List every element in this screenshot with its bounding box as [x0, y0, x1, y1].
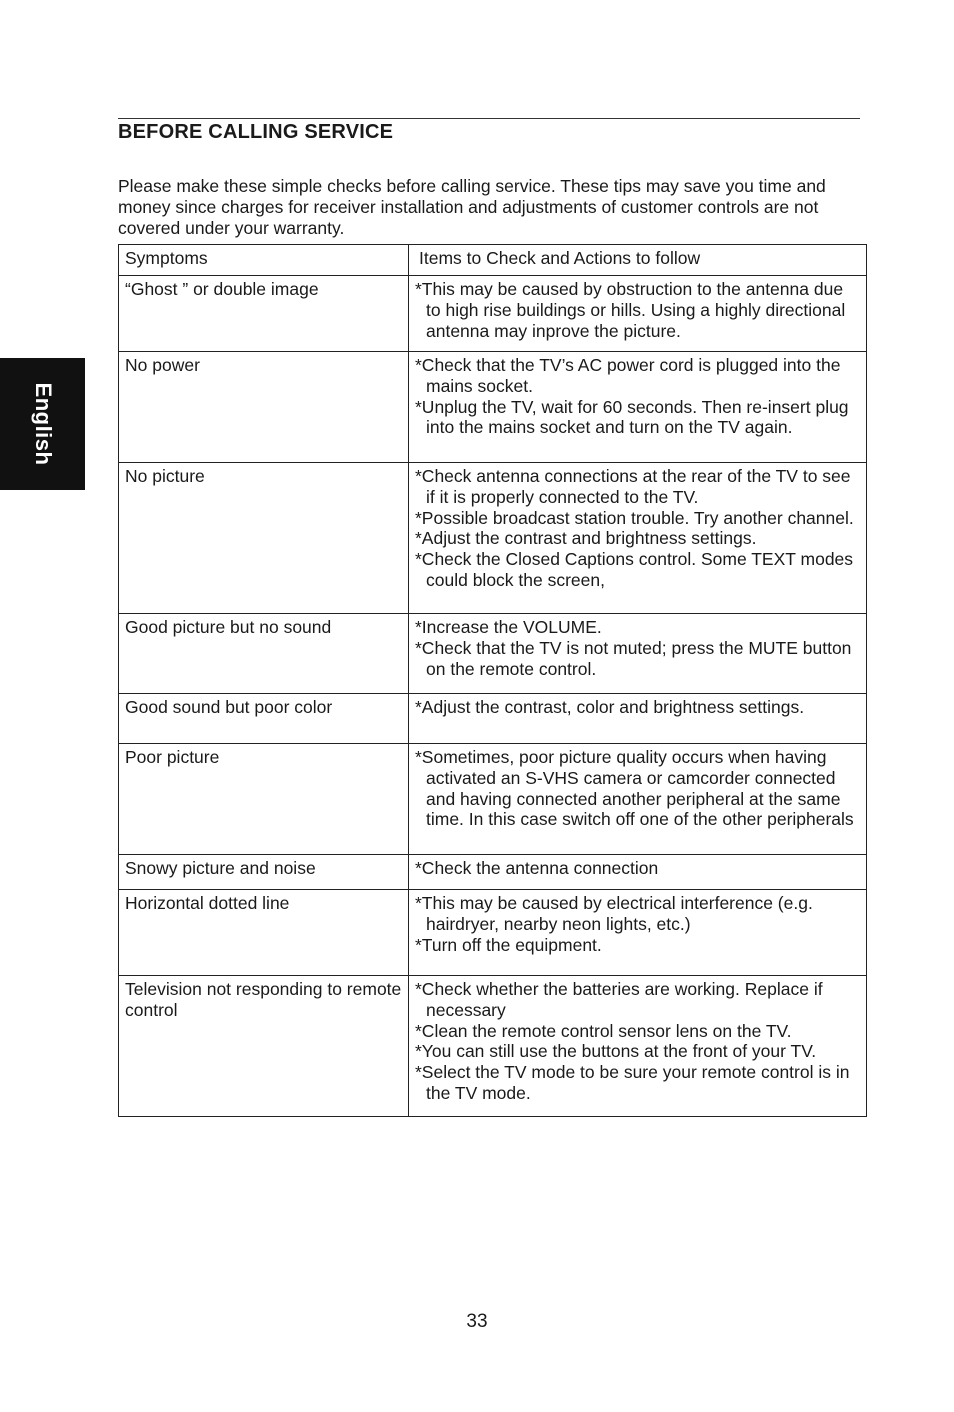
- intro-paragraph: Please make these simple checks before calling service. These tips may save you time and money since charges for receiver installation and adjustments of customer controls are not covered under your warranty.: [118, 176, 826, 238]
- symptom-cell: No power: [119, 352, 409, 463]
- actions-cell: [409, 976, 867, 1117]
- header-rule: [118, 118, 860, 119]
- table-row: [119, 694, 867, 744]
- page-number: 33: [466, 1311, 488, 1332]
- page-title: BEFORE CALLING SERVICE: [118, 121, 394, 143]
- symptom-cell: Snowy picture and noise: [119, 855, 409, 890]
- table-row: [119, 463, 867, 614]
- action-item: *Possible broadcast station trouble. Try another channel.: [415, 507, 854, 528]
- troubleshooting-table: [118, 244, 867, 1117]
- action-item: *You can still use the buttons at the front of your TV.: [415, 1041, 817, 1062]
- actions-cell: [409, 614, 867, 694]
- table-row: [119, 744, 867, 855]
- action-item: *Adjust the contrast, color and brightness settings.: [415, 697, 805, 717]
- actions-cell: [409, 744, 867, 855]
- action-item: *Clean the remote control sensor lens on the TV.: [415, 1020, 792, 1041]
- actions-cell: [409, 463, 867, 614]
- action-item: *Check antenna connections at the rear of the TV to see if it is properly connected to the TV.: [415, 466, 851, 507]
- symptom-cell: “Ghost ” or double image: [119, 276, 409, 352]
- column-header-actions: Items to Check and Actions to follow: [409, 245, 867, 276]
- table-row: [119, 276, 867, 352]
- action-item: *Sometimes, poor picture quality occurs when having activated an S-VHS camera or camcorder connected and having connected another peripheral at the same time. In this case switch off one of the other peripherals: [415, 747, 854, 830]
- action-item: *Check the Closed Captions control. Some TEXT modes could block the screen,: [415, 549, 854, 590]
- action-item: *Check whether the batteries are working. Replace if necessary: [415, 979, 823, 1020]
- actions-cell: [409, 276, 867, 352]
- action-item: *Turn off the equipment.: [415, 934, 602, 955]
- action-item: *Adjust the contrast and brightness settings.: [415, 528, 757, 549]
- actions-cell: [409, 352, 867, 463]
- language-tab: [0, 358, 85, 490]
- table-row: [119, 614, 867, 694]
- symptom-cell: Good sound but poor color: [119, 694, 409, 744]
- action-item: *Check that the TV’s AC power cord is plugged into the mains socket.: [415, 355, 841, 396]
- action-item: *This may be caused by electrical interference (e.g. hairdryer, nearby neon lights, etc.): [415, 893, 813, 934]
- symptom-cell: Poor picture: [119, 744, 409, 855]
- action-item: *Check that the TV is not muted; press the MUTE button on the remote control.: [415, 637, 852, 679]
- table-body: [119, 276, 867, 1117]
- symptom-cell: Horizontal dotted line: [119, 890, 409, 976]
- action-item: *Unplug the TV, wait for 60 seconds. Then re-insert plug into the mains socket and turn on the TV again.: [415, 396, 849, 438]
- symptom-cell: Television not responding to remote control: [119, 976, 409, 1117]
- action-item: *Select the TV mode to be sure your remote control is in the TV mode.: [415, 1062, 850, 1103]
- table-row: [119, 352, 867, 463]
- action-item: *Check the antenna connection: [415, 858, 659, 878]
- table-row: [119, 976, 867, 1117]
- table-row: [119, 890, 867, 976]
- action-item: *This may be caused by obstruction to the antenna due to high rise buildings or hills. Using a highly directional antenna may inprove the picture.: [415, 279, 846, 341]
- column-header-symptoms: Symptoms: [119, 245, 409, 276]
- actions-cell: [409, 855, 867, 890]
- actions-cell: [409, 890, 867, 976]
- symptom-cell: No picture: [119, 463, 409, 614]
- table-header-row: [119, 245, 867, 276]
- language-tab-label: English: [30, 382, 56, 466]
- actions-cell: [409, 694, 867, 744]
- symptom-cell: Good picture but no sound: [119, 614, 409, 694]
- table-row: [119, 855, 867, 890]
- action-item: *Increase the VOLUME.: [415, 617, 602, 637]
